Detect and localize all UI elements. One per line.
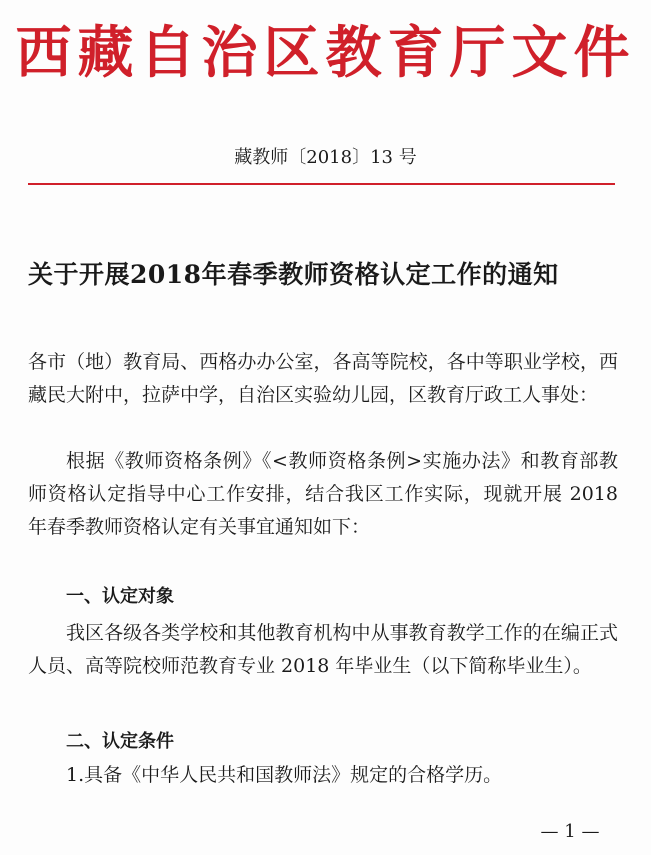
section-2-block (28, 725, 618, 758)
page-number: — 1 — (540, 821, 600, 842)
addressee-text: 各市（地）教育局、西格办办公室，各高等院校，各中等职业学校，西藏民大附中，拉萨中学，自治区实验幼儿园，区教育厅政工人事处： (28, 351, 618, 406)
intro-block (28, 445, 618, 544)
addressee-block (28, 346, 618, 412)
section-2-body (28, 759, 618, 792)
section-1-block (28, 580, 618, 613)
document-number: 藏教师〔2018〕13 号 (234, 147, 417, 168)
section-1-paragraph: 我区各级各类学校和其他教育机构中从事教育教学工作的在编正式人员、高等院校师范教育专业 2018 年毕业生（以下简称毕业生）。 (28, 622, 618, 677)
document-masthead: 西藏自治区教育厅文件 (15, 21, 636, 86)
section-1-heading: 一、认定对象 (66, 586, 174, 607)
document-title: 关于开展2018年春季教师资格认定工作的通知 (28, 260, 559, 289)
section-1-body (28, 617, 618, 683)
red-divider-line (28, 183, 615, 185)
section-2-heading: 二、认定条件 (66, 731, 174, 752)
section-2-item-1: 1.具备《中华人民共和国教师法》规定的合格学历。 (66, 764, 503, 786)
intro-paragraph: 根据《教师资格条例》《<教师资格条例>实施办法》和教育部教师资格认定指导中心工作安排，结合我区工作实际，现就开展 2018 年春季教师资格认定有关事宜通知如下： (28, 450, 618, 538)
